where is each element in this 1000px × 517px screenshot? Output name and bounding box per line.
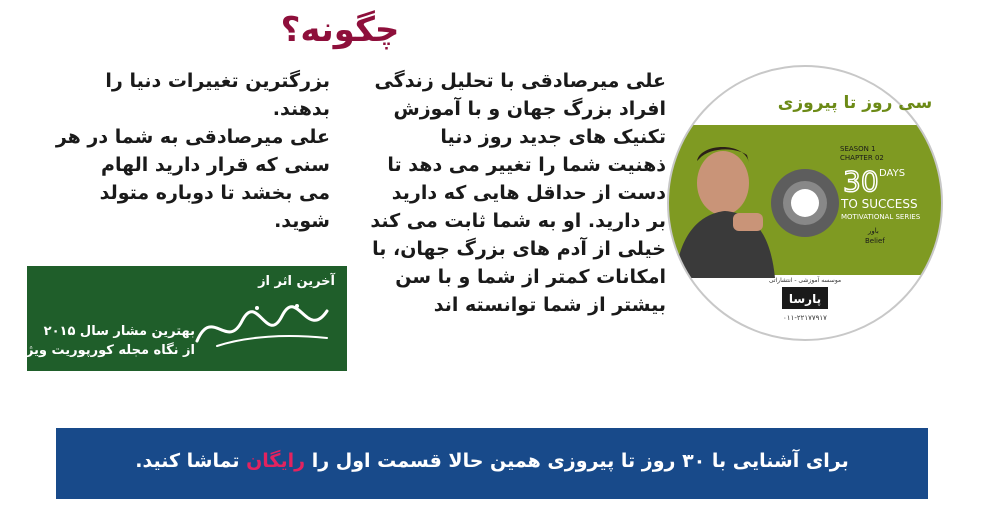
disc-days: DAYS: [879, 168, 906, 179]
publisher-phone: ۰۱۱-۲۲۱۷۷۹۱۷: [783, 314, 827, 322]
text-line: خیلی از آدم های بزرگ جهان، با: [372, 238, 666, 260]
text-line: بدهند.: [272, 98, 330, 120]
dvd-disc: [665, 63, 945, 343]
left-text-column: [40, 67, 330, 235]
page-heading: چگونه؟: [280, 10, 400, 50]
text-line: افراد بزرگ جهان و با آموزش: [393, 98, 666, 120]
text-line: تکنیک های جدید روز دنیا: [440, 126, 666, 148]
text-line: شوید.: [274, 210, 330, 232]
text-line: علی میرصادقی به شما در هر: [55, 126, 330, 148]
disc-belief: Belief: [865, 237, 885, 245]
banner-text-after: تماشا کنید.: [135, 450, 247, 472]
text-line: سنی که قرار دارید الهام: [101, 154, 330, 176]
dvd-disc-art: [665, 63, 945, 343]
text-line: بر دارید. او به شما ثابت می کند: [370, 210, 666, 232]
latest-work-box: [14, 266, 347, 371]
disc-series: MOTIVATIONAL SERIES: [841, 213, 921, 221]
banner-text: [56, 450, 928, 472]
disc-chapter: CHAPTER 02: [840, 154, 884, 162]
disc-to-success: TO SUCCESS: [841, 197, 918, 211]
award-line: بهترین مشار سال ۲۰۱۵: [43, 324, 195, 339]
latest-work-title: آخرین اثر از: [258, 274, 335, 289]
author-signature: [187, 296, 337, 356]
disc-season: SEASON 1: [840, 145, 876, 153]
text-line: ذهنیت شما را تغییر می دهد تا: [387, 154, 666, 176]
award-source-line: از نگاه مجله کورپوریت ویژن: [14, 343, 195, 358]
disc-days-number: 30: [843, 165, 879, 198]
middle-text-column: [362, 67, 666, 319]
text-line: می بخشد تا دوباره متولد: [99, 182, 330, 204]
disc-header: سی روز تا پیروزی: [777, 93, 933, 113]
banner-text-before: برای آشنایی با ۳۰ روز تا پیروزی همین حالا قسمت اول را: [305, 450, 849, 472]
text-line: علی میرصادقی با تحلیل زندگی: [374, 70, 666, 92]
text-line: بزرگترین تغییرات دنیا را: [105, 70, 330, 92]
publisher-subtitle: موسسه آموزشی - انتشاراتی: [768, 277, 842, 284]
text-line: امکانات کمتر از شما و با سن: [395, 266, 666, 288]
disc-belief-fa: باور: [868, 227, 879, 235]
free-episode-banner[interactable]: [56, 428, 928, 499]
text-line: بیشتر از شما توانسته اند: [433, 294, 666, 316]
publisher-name: پارسا: [788, 292, 822, 306]
text-line: دست از حداقل هایی که دارید: [391, 182, 666, 204]
banner-highlight: رایگان: [246, 450, 306, 472]
